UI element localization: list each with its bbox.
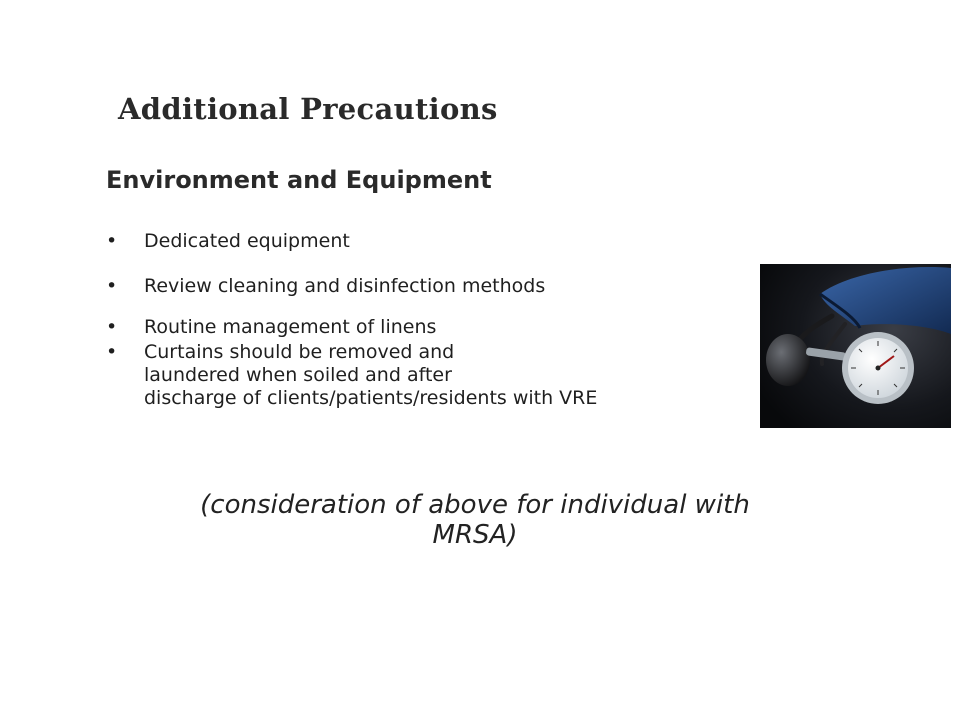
bullet-text: Dedicated equipment	[144, 230, 350, 252]
bullet-list	[106, 230, 597, 410]
mrsa-note	[150, 490, 800, 550]
bullet-dot-icon: •	[106, 275, 118, 297]
section-subtitle: Environment and Equipment	[106, 166, 492, 194]
gauge-pivot	[876, 366, 881, 371]
slide-title: Additional Precautions	[118, 92, 498, 126]
list-item	[106, 275, 597, 298]
list-item	[106, 230, 597, 253]
list-item	[106, 341, 597, 410]
bulb-shape	[766, 334, 810, 386]
bullet-text: Review cleaning and disinfection methods	[144, 275, 546, 297]
list-item	[106, 316, 597, 339]
bullet-text: Routine management of linens	[144, 316, 437, 338]
bullet-text-line: laundered when soiled and after	[144, 364, 452, 386]
bullet-dot-icon: •	[106, 230, 118, 252]
photo-illustration	[760, 264, 951, 428]
note-line: MRSA)	[432, 520, 518, 550]
bullet-dot-icon: •	[106, 341, 118, 363]
bullet-text-line: discharge of clients/patients/residents with VRE	[144, 387, 598, 409]
blood-pressure-cuff-icon	[760, 264, 951, 428]
bullet-text-line: Curtains should be removed and	[144, 341, 455, 363]
note-line: (consideration of above for individual with	[200, 490, 750, 520]
bullet-dot-icon: •	[106, 316, 118, 338]
